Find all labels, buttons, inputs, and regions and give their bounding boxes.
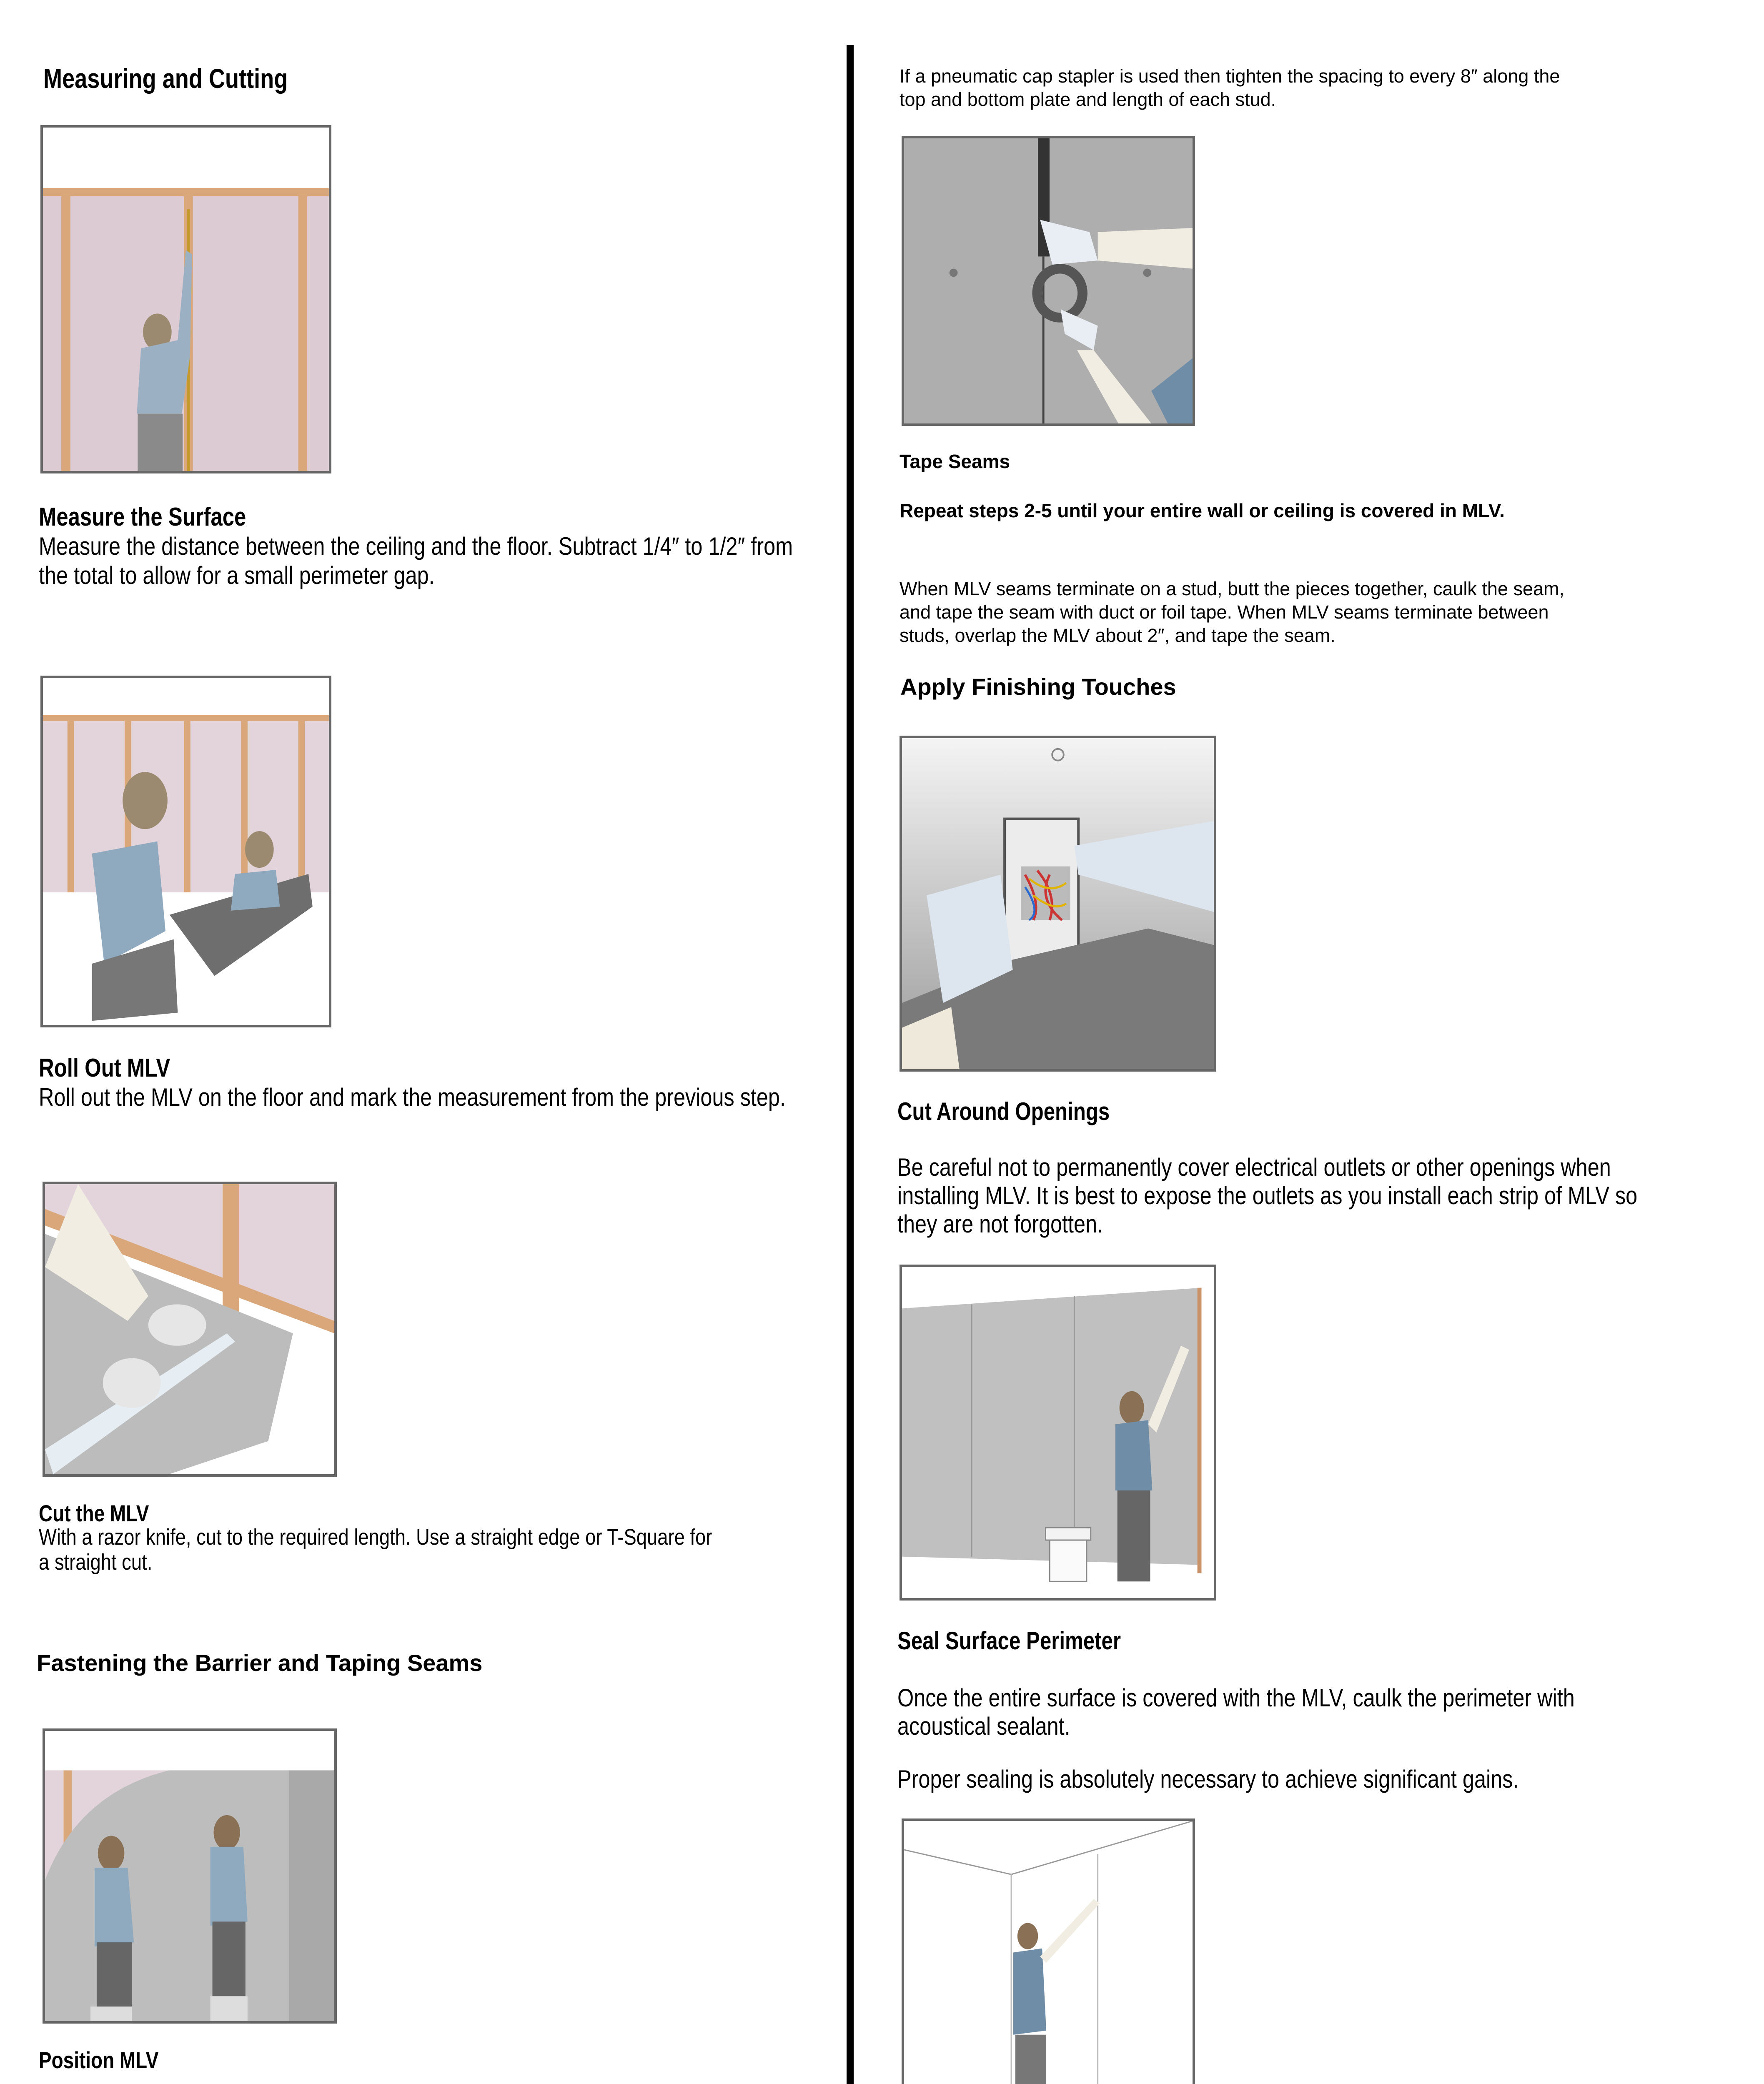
section-title-finishing: Apply Finishing Touches: [900, 674, 1176, 700]
step-title-roll: Roll Out MLV: [39, 1054, 170, 1082]
text-line: With a razor knife, cut to the required length. Use a straight edge or T-Square for: [39, 1525, 712, 1550]
text-line: the total to allow for a small perimeter gap.: [39, 561, 435, 589]
step-title-seal: Seal Surface Perimeter: [897, 1627, 1121, 1655]
tape-text: [900, 577, 1733, 647]
positioning-illustration-icon: [43, 1728, 337, 2024]
step-title-measure: Measure the Surface: [39, 503, 246, 531]
step-title-cut: Cut the MLV: [39, 1500, 149, 1526]
text-line: top and bottom plate and length of each stud.: [900, 89, 1276, 110]
text-line: studs, overlap the MLV about 2″, and tape the seam.: [900, 625, 1336, 646]
seal-note: Proper sealing is absolutely necessary to achieve significant gains.: [897, 1765, 1519, 1793]
step-text-measure: [39, 532, 844, 590]
intro-text: [900, 65, 1733, 111]
text-line: and tape the seam with duct or foil tape. When MLV seams terminate between: [900, 601, 1549, 623]
section-title-measuring: Measuring and Cutting: [43, 63, 288, 94]
column-divider: [847, 45, 854, 2084]
sealing-illustration-icon: [900, 1265, 1216, 1601]
text-line: If a pneumatic cap stapler is used then tighten the spacing to every 8″ along the: [900, 65, 1560, 87]
step-title-position: Position MLV: [39, 2047, 159, 2073]
drywall-illustration-icon: [902, 1818, 1195, 2084]
measuring-illustration-icon: [40, 125, 331, 473]
text-line: Roll out the MLV on the floor and mark the measurement from the previous step.: [39, 1083, 786, 1111]
openings-text: [897, 1153, 1703, 1238]
step-text-roll: [39, 1083, 844, 1112]
text-line: installing MLV. It is best to expose the outlets as you install each strip of MLV so: [897, 1182, 1638, 1210]
text-line: Be careful not to permanently cover electrical outlets or other openings when: [897, 1153, 1611, 1181]
text-line: Once the entire surface is covered with the MLV, caulk the perimeter with: [897, 1684, 1575, 1712]
repeat-steps-note: Repeat steps 2-5 until your entire wall or ceiling is covered in MLV.: [900, 500, 1505, 521]
text-line: they are not forgotten.: [897, 1210, 1103, 1238]
step-title-openings: Cut Around Openings: [897, 1097, 1110, 1125]
cutting-illustration-icon: [43, 1182, 337, 1477]
outlet-illustration-icon: [900, 736, 1216, 1072]
step-text-cut: [39, 1525, 844, 1575]
roll-out-illustration-icon: [40, 676, 331, 1027]
text-line: a straight cut.: [39, 1550, 153, 1575]
section-title-fastening: Fastening the Barrier and Taping Seams: [37, 1650, 483, 1676]
taping-illustration-icon: [902, 136, 1195, 426]
text-line: When MLV seams terminate on a stud, butt the pieces together, caulk the seam,: [900, 578, 1565, 599]
text-line: acoustical sealant.: [897, 1712, 1070, 1740]
step-title-tape: Tape Seams: [900, 451, 1010, 472]
seal-text: [897, 1684, 1703, 1741]
text-line: Measure the distance between the ceiling and the floor. Subtract 1/4″ to 1/2″ from: [39, 532, 793, 560]
